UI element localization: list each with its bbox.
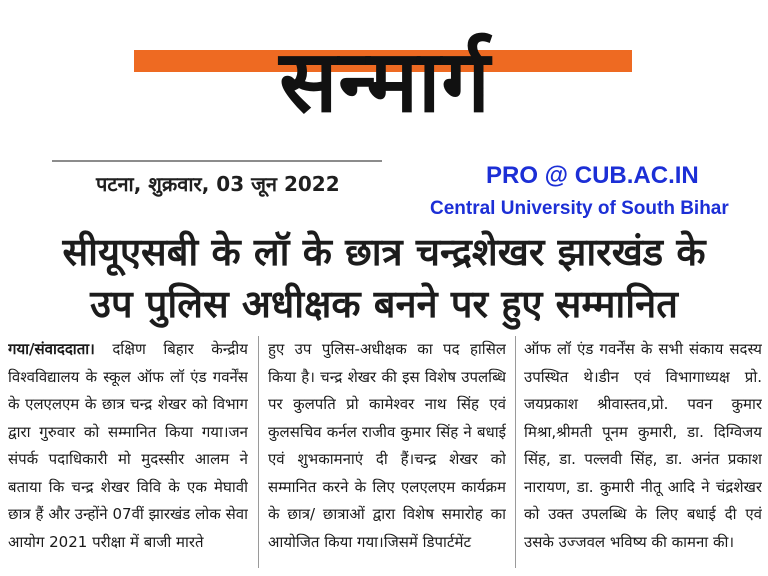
article-dateline-tag: गया/संवाददाता। bbox=[8, 340, 95, 358]
headline-line-2: उप पुलिस अधीक्षक बनने पर हुए सम्मानित bbox=[90, 282, 678, 326]
headline-line-1: सीयूएसबी के लॉ के छात्र चन्द्रशेखर झारखंड के bbox=[62, 230, 706, 274]
article-column-2 bbox=[268, 336, 506, 572]
university-credit: Central University of South Bihar bbox=[430, 198, 729, 219]
dateline: पटना, शुक्रवार, 03 जून 2022 bbox=[96, 172, 340, 196]
article-column-1 bbox=[8, 336, 248, 572]
article-column-1-text: दक्षिण बिहार केन्द्रीय विश्वविद्यालय के स्कूल ऑफ लॉ एंड गवर्नेंस के एलएलएम के छात्र चन्द्र शेखर को विभाग द्वारा गुरुवार को सम्मानित किया गया।जन संपर्क पदाधिकारी मो मुदस्सीर आलम ने बताया कि चन्द्र शेखर विवि के एक मेघावी छात्र हैं और उन्होंने 07वीं झारखंड लोक सेवा आयोग 2021 परीक्षा में बाजी मारते bbox=[8, 340, 248, 551]
headline bbox=[14, 226, 754, 330]
newspaper-masthead: सन्मार्ग bbox=[279, 32, 491, 132]
column-divider bbox=[515, 336, 516, 568]
pro-email-credit: PRO @ CUB.AC.IN bbox=[486, 162, 699, 189]
article-column-3-text: ऑफ लॉ एंड गवर्नेंस के सभी संकाय सदस्य उपस्थित थे।डीन एवं विभागाध्यक्ष प्रो. जयप्रकाश श्रीवास्तव,प्रो. पवन कुमार मिश्रा,श्रीमती पूनम कुमारी, डा. दिग्विजय सिंह, डा. पल्लवी सिंह, डा. अनंत प्रकाश नारायण, डा. कुमारी नीतू आदि ने चंद्रशेखर को उक्त उपलब्धि के लिए बधाई दी एवं उसके उज्जवल भविष्य की कामना की। bbox=[524, 340, 762, 551]
column-divider bbox=[258, 336, 259, 568]
article-column-2-text: हुए उप पुलिस-अधीक्षक का पद हासिल किया है। चन्द्र शेखर की इस विशेष उपलब्धि पर कुलपति प्रो कामेश्वर नाथ सिंह एवं कुलसचिव कर्नल राजीव कुमार सिंह ने बधाई एवं शुभकामनाएं दी हैं।चन्द्र शेखर को सम्मानित करने के लिए एलएलएम कार्यक्रम के छात्र/ छात्राओं द्वारा विशेष समारोह का आयोजित किया गया।जिसमें डिपार्टमेंट bbox=[268, 340, 506, 551]
article-column-3 bbox=[524, 336, 762, 572]
masthead-rule bbox=[52, 160, 382, 162]
